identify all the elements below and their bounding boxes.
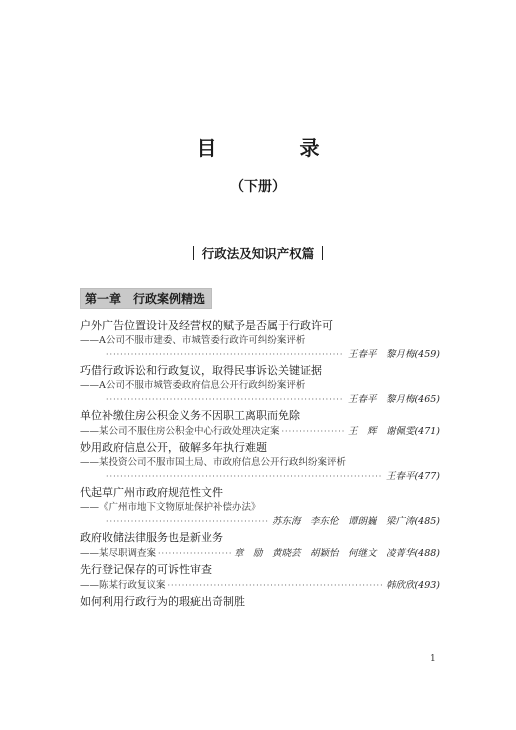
toc-entry[interactable] (80, 530, 440, 562)
entry-subtitle-author-line (80, 578, 440, 594)
entry-subtitle: ——陈某行政复议案 (80, 580, 166, 591)
dot-leader (166, 578, 384, 594)
section-heading (0, 244, 516, 262)
entry-title: 如何利用行政行为的瑕疵出奇制胜 (80, 595, 245, 608)
entry-author: 章 励 黄晓芸 胡颖怡 何继文 凌菁华(488) (233, 548, 440, 559)
dot-leader (80, 469, 382, 485)
entry-author: 王春平 黎月梅(459) (347, 349, 440, 360)
entry-subtitle: ——某投资公司不服市国土局、市政府信息公开行政纠纷案评析 (80, 457, 347, 468)
entry-author-line (80, 469, 440, 485)
entry-subtitle: ——某公司不服住房公积金中心行政处理决定案 (80, 426, 280, 437)
toc-entry[interactable] (80, 363, 440, 408)
page-number: 1 (430, 654, 436, 664)
toc-title: 目 录 (196, 136, 358, 160)
entry-title: 政府收储法律服务也是新业务 (80, 531, 223, 544)
entry-subtitle-author-line (80, 546, 440, 562)
dot-leader (80, 514, 268, 530)
entry-title: 户外广告位置设计及经营权的赋予是否属于行政许可 (80, 319, 333, 332)
entry-author: 王春平(477) (385, 471, 440, 482)
entry-author: 王春平 黎月梅(465) (347, 394, 440, 405)
entry-subtitle-author-line (80, 424, 440, 440)
chapter-heading: 第一章 行政案例精选 (80, 288, 212, 309)
entry-subtitle: ——某尽职调查案 (80, 548, 157, 559)
toc-entries (80, 318, 440, 610)
toc-entry[interactable] (80, 594, 440, 610)
toc-entry[interactable] (80, 408, 440, 440)
toc-entry[interactable] (80, 318, 440, 363)
volume-label: （下册） (230, 179, 286, 195)
entry-author: 苏东海 李东伦 谭朗巍 梁广涛(485) (271, 516, 440, 527)
entry-author-line (80, 347, 440, 363)
entry-title: 妙用政府信息公开，破解多年执行难题 (80, 441, 267, 454)
entry-title: 单位补缴住房公积金义务不因职工离职而免除 (80, 409, 300, 422)
entry-author: 韩欣欣(493) (385, 580, 440, 591)
entry-title: 巧借行政诉讼和行政复议，取得民事诉讼关键证据 (80, 364, 322, 377)
entry-subtitle: ——A公司不服市建委、市城管委行政许可纠纷案评析 (80, 335, 306, 346)
entry-title: 先行登记保存的可诉性审查 (80, 563, 212, 576)
section-title: 行政法及知识产权篇 (201, 246, 315, 261)
entry-author-line (80, 392, 440, 408)
entry-subtitle: ——《广州市地下文物原址保护补偿办法》 (80, 502, 261, 513)
toc-entry[interactable] (80, 440, 440, 485)
section-bar-right (322, 246, 323, 260)
entry-subtitle: ——A公司不服市城管委政府信息公开行政纠纷案评析 (80, 380, 306, 391)
dot-leader (280, 424, 346, 440)
entry-author: 王 辉 谢佩雯(471) (347, 426, 440, 437)
toc-entry[interactable] (80, 485, 440, 530)
dot-leader (156, 546, 232, 562)
dot-leader (80, 392, 344, 408)
entry-author-line (80, 514, 440, 530)
section-bar-left (193, 246, 194, 260)
entry-title: 代起草广州市政府规范性文件 (80, 486, 223, 499)
toc-entry[interactable] (80, 562, 440, 594)
dot-leader (80, 347, 344, 363)
